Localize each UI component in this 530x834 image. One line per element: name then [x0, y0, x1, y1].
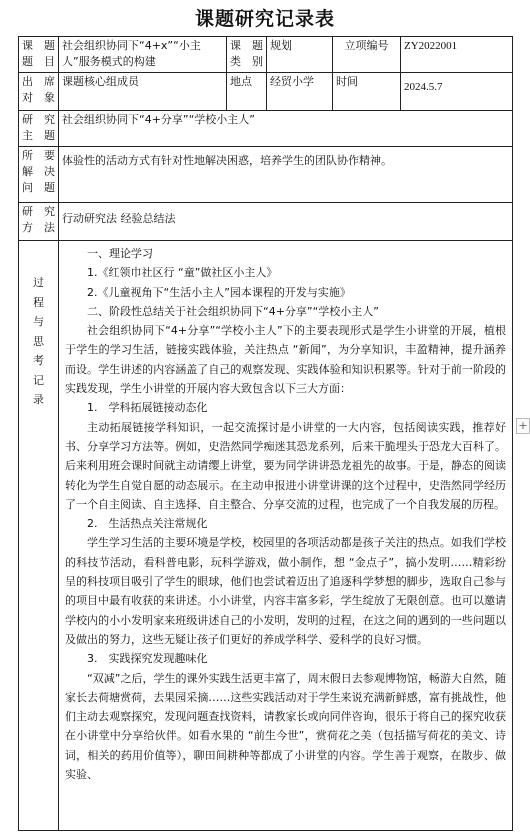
- add-row-icon[interactable]: +: [516, 418, 530, 434]
- reading-item-1: 1.《红领巾社区行 “童”做社区小主人》: [87, 266, 278, 280]
- summary-paragraph: 社会组织协同下“4+分享”“学校小主人”下的主要表现形式是学生小讲堂的开展，植根于学生的学习生活，链接实践体验，关注热点 “新闻”，为分享知识，丰盈精神，提升涵养而设。学生讲述的内容涵盖了自己的观察发现、实践体验和知识积累等。针对于前一阶段的实践发现，学生小讲堂的开展内容大致包含以下三大方面：: [65, 324, 506, 396]
- time-value: 2024.5.7: [401, 73, 513, 111]
- topic-label: 课 题 题目: [19, 37, 59, 73]
- reading-item-2: 2.《儿童视角下“生活小主人”园本课程的开发与实施》: [87, 285, 351, 299]
- point-3-heading: 3. 实践探究发现趣味化: [87, 652, 208, 666]
- attendees-value: 课题核心组成员: [59, 73, 227, 111]
- point-2-paragraph: 学生学习生活的主要环境是学校，校园里的各项活动都是孩子关注的热点。如我们学校的科技节活动，看科普电影，玩科学游戏，做小制作，想 “金点子”，搞小发明……精彩纷呈的科技项目吸引了学生的眼球，他们也尝试着迈出了追逐科学梦想的脚步，选取自己参与的项目中最有收获的来讲述。小小讲堂，内容丰富多彩，学生绽放了无限创意。也可以邀请学校内的小小发明家来班级讲述自己的小发明，发明的过程，在这之间的遇到的一些问题以及做出的努力，这些无疑让孩子们更好的养成学科学、爱科学的良好习惯。: [65, 536, 506, 646]
- process-label: 过 程 与 思 考 记 录: [19, 241, 59, 831]
- record-table: [18, 36, 513, 831]
- subject-value: 社会组织协同下“4+分享”“学校小主人”: [59, 111, 513, 147]
- document-title: 课题研究记录表: [194, 8, 335, 30]
- point-3-paragraph: “双减”之后，学生的课外实践生活更丰富了，周末假日去参观博物馆，畅游大自然，随家长去荷塘赏荷，去果园采摘……这些实践活动对于学生来说充满新鲜感，富有挑战性，他们主动去观察探究，发现问题查找资料，请教家长或向同伴咨询，很乐于将自己的探究收获在小讲堂中分享给伙伴。如看水果的 “前生今世”，赏荷花之美（包括描写荷花的美文、诗词，相关的药用价值等），聊田间耕种等都成了小讲堂的内容。学生善于观察，在散步、做实验、: [65, 671, 506, 782]
- method-label: 研 究 方法: [19, 203, 59, 241]
- point-1-paragraph: 主动拓展链接学科知识，一起交流探讨是小讲堂的一大内容，包括阅读实践，推荐好书、分享学习方法等。例如，史浩然同学痴迷其恐龙系列，后来干脆埋头于恐龙大百科了。后来利用班会课时间就主动请缨上讲堂，要为同学讲讲恐龙祖先的故事。于是，静态的阅读转化为学生自觉自愿的动态展示。在主动申报进小讲堂讲课的这个过程中，史浩然同学经历了一个自主阅读、自主选择、自主整合、分享交流的过程，也完成了一个自我发展的历程。: [65, 420, 506, 511]
- topic-type-value: 规划: [267, 37, 333, 73]
- point-1-heading: 1. 学科拓展链接动态化: [87, 401, 208, 415]
- heading-summary: 二、阶段性总结关于社会组织协同下“4+分享”“学校小主人”: [87, 304, 380, 318]
- process-record-body: [59, 241, 513, 831]
- problem-label: 所 要 解 决 问题: [19, 147, 59, 203]
- location-label: 地点: [227, 73, 267, 111]
- location-value: 经贸小学: [267, 73, 333, 111]
- subject-label: 研 究 主题: [19, 111, 59, 147]
- project-id-value: ZY2022001: [401, 37, 513, 73]
- method-value: 行动研究法 经验总结法: [59, 203, 513, 241]
- problem-value: 体验性的活动方式有针对性地解决困惑，培养学生的团队协作精神。: [59, 147, 513, 203]
- point-2-heading: 2. 生活热点关注常规化: [87, 517, 208, 531]
- time-label: 时间: [333, 73, 401, 111]
- attendees-label: 出 席 对象: [19, 73, 59, 111]
- topic-value: 社会组织协同下“4+x”“小主人”服务模式的构建: [59, 37, 227, 73]
- project-id-label: 立项编号: [333, 37, 401, 73]
- heading-theory: 一、理论学习: [87, 247, 153, 260]
- topic-type-label: 课 题 类别: [227, 37, 267, 73]
